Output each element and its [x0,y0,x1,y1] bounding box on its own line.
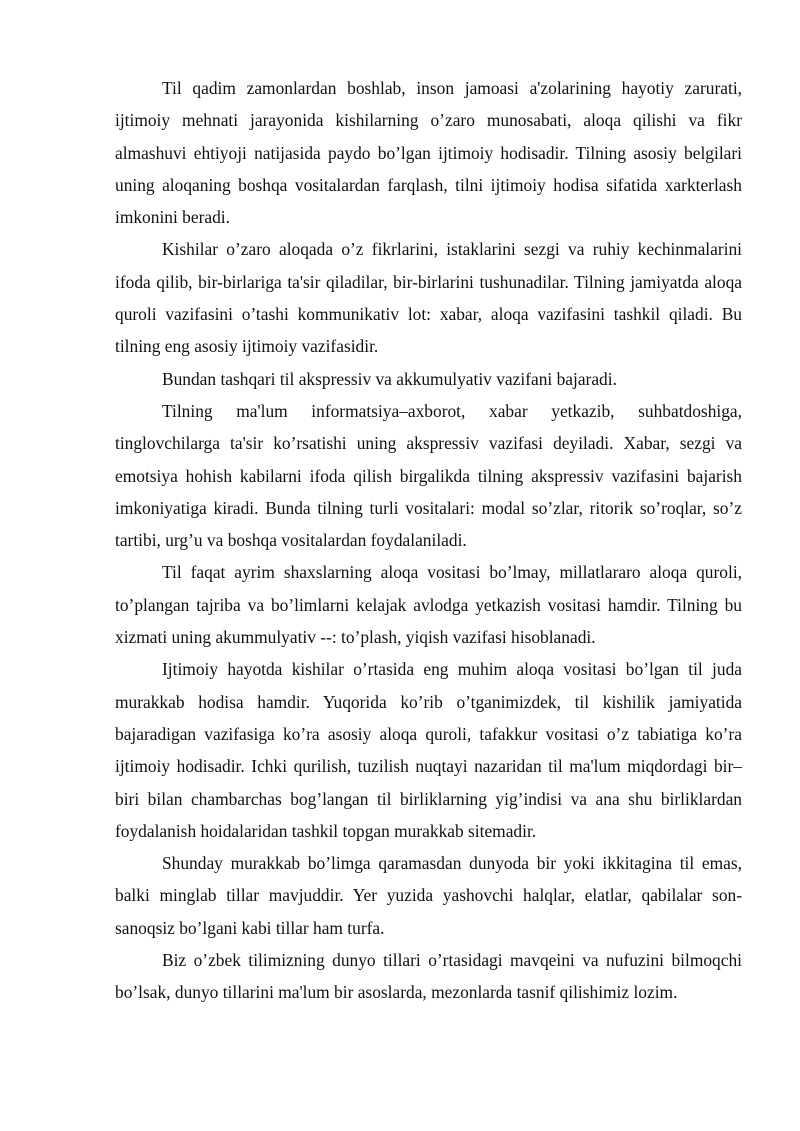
paragraph-8: Biz o’zbek tilimizning dunyo tillari o’rtasidagi mavqeini va nufuzini bilmoqchi bo’lsak, dunyo tillarini ma'lum bir asoslarda, mezonlarda tasnif qilishimiz lozim. [115,950,742,1003]
paragraph-3: Bundan tashqari til akspressiv va akkumulyativ vazifani bajaradi. [162,368,617,389]
paragraph-5: Til faqat ayrim shaxslarning aloqa vositasi bo’lmay, millatlararo aloqa quroli, to’plangan tajriba va bo’limlarni kelajak avlodga yetkazish vositasi hamdir. Tilning bu xizmati uning akummulyativ --: to’plash, yiqish vazifasi hisoblanadi. [115,562,742,648]
paragraph-2: Kishilar o’zaro aloqada o’z fikrlarini, istaklarini sezgi va ruhiy kechinmalarini ifoda qilib, bir-birlariga ta'sir qiladilar, bir-birlarini tushunadilar. Tilning jamiyatda aloqa quroli vazifasini o’tashi kommunikativ lot: xabar, aloqa vazifasini tashkil qiladi. Bu tilning eng asosiy ijtimoiy vazifasidir. [115,239,742,357]
paragraph-4: Tilning ma'lum informatsiya–axborot, xabar yetkazib, suhbatdoshiga, tinglovchilarga ta'sir ko’rsatishi uning akspressiv vazifasi deyiladi. Xabar, sezgi va emotsiya hohish kabilarni ifoda qilish birgalikda tilning akspressiv vazifasini bajarish imkoniyatiga kiradi. Bunda tilning turli vositalari: modal so’zlar, ritorik so’roqlar, so’z tartibi, urg’u va boshqa vositalardan foydalaniladi. [115,400,742,551]
paragraph-6: Ijtimoiy hayotda kishilar o’rtasida eng muhim aloqa vositasi bo’lgan til juda murakkab hodisa hamdir. Yuqorida ko’rib o’tganimizdek, til kishilik jamiyatida bajaradigan vazifasiga ko’ra asosiy aloqa quroli, tafakkur vositasi o’z tabiatiga ko’ra ijtimoiy hodisadir. Ichki qurilish, tuzilish nuqtayi nazaridan til ma'lum miqdordagi bir–biri bilan chambarchas bog’langan til birliklarning yig’indisi va ana shu birliklardan foydalanish hoidalaridan tashkil topgan murakkab sitemadir. [115,659,742,841]
document-body [115,72,742,1009]
paragraph-1: Til qadim zamonlardan boshlab, inson jamoasi a'zolarining hayotiy zarurati, ijtimoiy mehnati jarayonida kishilarning o’zaro munosabati, aloqa qilishi va fikr almashuvi ehtiyoji natijasida paydo bo’lgan ijtimoiy hodisadir. Tilning asosiy belgilari uning aloqaning boshqa vositalardan farqlash, tilni ijtimoiy hodisa sifatida xarkterlash imkonini beradi. [115,78,742,228]
paragraph-7: Shunday murakkab bo’limga qaramasdan dunyoda bir yoki ikkitagina til emas, balki minglab tillar mavjuddir. Yer yuzida yashovchi halqlar, elatlar, qabilalar son-sanoqsiz bo’lgani kabi tillar ham turfa. [115,853,742,938]
